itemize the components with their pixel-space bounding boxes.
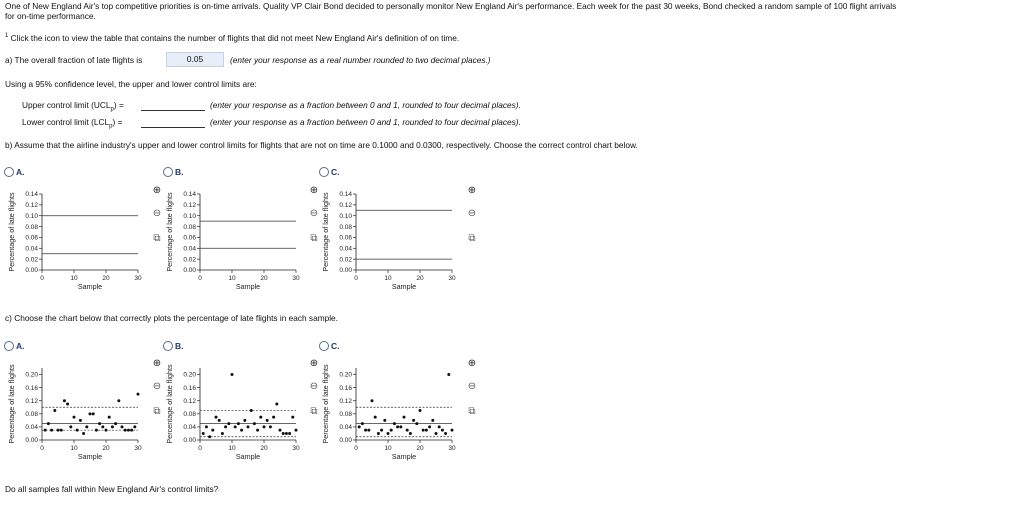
data-point bbox=[211, 429, 214, 432]
y-tick-label: 0.02 bbox=[339, 256, 352, 264]
data-point bbox=[63, 399, 66, 402]
radio-b-c[interactable] bbox=[319, 167, 329, 177]
radio-c-b[interactable] bbox=[163, 341, 173, 351]
y-tick-label: 0.12 bbox=[25, 202, 38, 210]
data-point bbox=[387, 432, 390, 435]
y-tick-label: 0.12 bbox=[339, 397, 352, 405]
intro-line-2: for on-time performance. bbox=[5, 11, 96, 21]
y-tick-label: 0.20 bbox=[183, 371, 196, 379]
data-point bbox=[114, 422, 117, 425]
late-fraction-input[interactable]: 0.05 bbox=[166, 52, 224, 67]
y-axis-title: Percentage of late flights bbox=[165, 192, 174, 272]
data-point bbox=[269, 425, 272, 428]
y-tick-label: 0.04 bbox=[25, 245, 38, 253]
ucl-eq: ) = bbox=[113, 100, 124, 110]
x-axis-title: Sample bbox=[77, 452, 103, 461]
x-tick-label: 30 bbox=[292, 275, 300, 282]
x-axis-title: Sample bbox=[235, 452, 261, 461]
zoom-in-icon[interactable]: ⊕ bbox=[467, 185, 477, 196]
x-tick-label: 0 bbox=[198, 445, 202, 452]
data-point bbox=[380, 429, 383, 432]
y-axis-title: Percentage of late flights bbox=[321, 364, 330, 444]
zoom-out-icon[interactable]: ⊖ bbox=[152, 381, 162, 392]
y-tick-label: 0.08 bbox=[25, 411, 38, 419]
data-point bbox=[76, 429, 79, 432]
x-tick-label: 20 bbox=[102, 275, 110, 282]
x-tick-label: 0 bbox=[198, 275, 202, 282]
confidence-text: Using a 95% confidence level, the upper and lower control limits are: bbox=[5, 79, 257, 89]
data-point bbox=[208, 435, 211, 438]
data-point bbox=[415, 422, 418, 425]
footnote-link[interactable]: Click the icon to view the table that contains the number of flights that did not meet New England Air's definition of on time. bbox=[10, 32, 460, 43]
y-tick-label: 0.14 bbox=[183, 191, 196, 199]
x-tick-label: 20 bbox=[416, 445, 424, 452]
x-tick-label: 0 bbox=[40, 275, 44, 282]
data-point bbox=[451, 429, 454, 432]
data-point bbox=[224, 425, 227, 428]
data-point bbox=[422, 429, 425, 432]
popout-icon[interactable]: ⧉ bbox=[468, 406, 476, 417]
data-point bbox=[425, 429, 428, 432]
data-point bbox=[279, 429, 282, 432]
y-tick-label: 0.04 bbox=[183, 424, 196, 432]
zoom-out-icon[interactable]: ⊖ bbox=[467, 381, 477, 392]
data-point bbox=[403, 416, 406, 419]
data-point bbox=[218, 419, 221, 422]
data-point bbox=[240, 429, 243, 432]
ucl-label-text: Upper control limit (UCL bbox=[22, 100, 111, 110]
option-b-b-label: B. bbox=[175, 167, 184, 177]
data-point bbox=[447, 373, 450, 376]
data-point bbox=[57, 429, 60, 432]
scatter-chart-c-a bbox=[0, 356, 150, 474]
data-point bbox=[50, 429, 53, 432]
control-chart-b-c bbox=[314, 182, 464, 302]
part-a-hint: (enter your response as a real number rounded to two decimal places.) bbox=[230, 55, 491, 65]
data-point bbox=[259, 416, 262, 419]
data-point bbox=[438, 425, 441, 428]
y-tick-label: 0.04 bbox=[339, 424, 352, 432]
data-point bbox=[121, 425, 124, 428]
data-point bbox=[234, 425, 237, 428]
x-tick-label: 20 bbox=[260, 275, 268, 282]
data-point bbox=[371, 399, 374, 402]
option-c-b-label: B. bbox=[175, 341, 184, 351]
data-point bbox=[393, 422, 396, 425]
data-point bbox=[396, 425, 399, 428]
data-point bbox=[95, 429, 98, 432]
data-point bbox=[390, 429, 393, 432]
y-tick-label: 0.08 bbox=[339, 411, 352, 419]
data-point bbox=[295, 429, 298, 432]
data-point bbox=[117, 399, 120, 402]
y-tick-label: 0.12 bbox=[183, 397, 196, 405]
data-point bbox=[272, 416, 275, 419]
data-point bbox=[358, 425, 361, 428]
y-tick-label: 0.12 bbox=[25, 397, 38, 405]
ucl-sub: p bbox=[110, 106, 114, 113]
data-point bbox=[237, 422, 240, 425]
ucl-hint: (enter your response as a fraction between 0 and 1, rounded to four decimal places). bbox=[210, 100, 521, 110]
data-point bbox=[367, 429, 370, 432]
y-tick-label: 0.00 bbox=[339, 437, 352, 445]
zoom-out-icon[interactable]: ⊖ bbox=[309, 208, 319, 219]
popout-icon[interactable]: ⧉ bbox=[153, 406, 161, 417]
data-point bbox=[374, 416, 377, 419]
radio-b-a[interactable] bbox=[4, 167, 14, 177]
data-point bbox=[275, 403, 278, 406]
y-tick-label: 0.04 bbox=[25, 424, 38, 432]
lcl-hint: (enter your response as a fraction between 0 and 1, rounded to four decimal places). bbox=[210, 117, 521, 127]
x-tick-label: 30 bbox=[134, 275, 142, 282]
data-point bbox=[419, 409, 422, 412]
data-point bbox=[288, 432, 291, 435]
control-chart-b-a bbox=[0, 182, 150, 302]
y-tick-label: 0.16 bbox=[25, 384, 38, 392]
y-tick-label: 0.14 bbox=[339, 191, 352, 199]
data-point bbox=[89, 412, 92, 415]
y-tick-label: 0.12 bbox=[183, 202, 196, 210]
data-point bbox=[69, 425, 72, 428]
intro-line-1: One of New England Air's top competitive priorities is on-time arrivals. Quality VP Clair Bond decided to personally monitor New England Air's performance. Each week for the past 30 weeks, Bond checked a random sample of 100 flight arrivals bbox=[5, 1, 897, 11]
x-tick-label: 10 bbox=[70, 445, 78, 452]
radio-c-a[interactable] bbox=[4, 341, 14, 351]
option-c-c-label: C. bbox=[331, 341, 340, 351]
data-point bbox=[105, 429, 108, 432]
data-point bbox=[92, 412, 95, 415]
data-point bbox=[444, 432, 447, 435]
zoom-out-icon[interactable]: ⊖ bbox=[467, 208, 477, 219]
data-point bbox=[247, 425, 250, 428]
data-point bbox=[409, 432, 412, 435]
x-tick-label: 20 bbox=[416, 275, 424, 282]
data-point bbox=[231, 373, 234, 376]
y-tick-label: 0.08 bbox=[183, 223, 196, 231]
zoom-in-icon[interactable]: ⊕ bbox=[309, 185, 319, 196]
y-tick-label: 0.08 bbox=[339, 223, 352, 231]
x-tick-label: 0 bbox=[354, 445, 358, 452]
part-d-prompt: Do all samples fall within New England Air's control limits? bbox=[5, 484, 219, 494]
y-tick-label: 0.00 bbox=[339, 267, 352, 275]
data-point bbox=[124, 429, 127, 432]
data-point bbox=[108, 416, 111, 419]
data-point bbox=[215, 416, 218, 419]
data-point bbox=[130, 429, 133, 432]
zoom-out-icon[interactable]: ⊖ bbox=[309, 381, 319, 392]
data-point bbox=[137, 393, 140, 396]
data-point bbox=[133, 425, 136, 428]
data-point bbox=[227, 422, 230, 425]
y-tick-label: 0.06 bbox=[183, 234, 196, 242]
control-chart-b-b bbox=[158, 182, 308, 302]
x-tick-label: 30 bbox=[448, 275, 456, 282]
data-point bbox=[256, 429, 259, 432]
data-point bbox=[428, 425, 431, 428]
y-axis-title: Percentage of late flights bbox=[7, 364, 16, 444]
data-point bbox=[82, 432, 85, 435]
data-point bbox=[377, 432, 380, 435]
y-tick-label: 0.00 bbox=[25, 267, 38, 275]
lcl-eq: ) = bbox=[112, 117, 123, 127]
data-point bbox=[399, 425, 402, 428]
x-tick-label: 10 bbox=[384, 275, 392, 282]
y-tick-label: 0.00 bbox=[183, 437, 196, 445]
data-point bbox=[406, 429, 409, 432]
data-point bbox=[111, 425, 114, 428]
footnote-marker: 1 bbox=[5, 33, 9, 39]
y-tick-label: 0.20 bbox=[25, 371, 38, 379]
data-point bbox=[263, 425, 266, 428]
zoom-in-icon[interactable]: ⊕ bbox=[467, 358, 477, 369]
y-tick-label: 0.16 bbox=[183, 384, 196, 392]
y-tick-label: 0.04 bbox=[183, 245, 196, 253]
lcl-label-text: Lower control limit (LCL bbox=[22, 117, 110, 127]
y-tick-label: 0.04 bbox=[339, 245, 352, 253]
data-point bbox=[253, 422, 256, 425]
data-point bbox=[205, 425, 208, 428]
ucl-input[interactable] bbox=[141, 101, 205, 111]
x-tick-label: 10 bbox=[228, 275, 236, 282]
popout-icon[interactable]: ⧉ bbox=[310, 233, 318, 244]
x-tick-label: 30 bbox=[134, 445, 142, 452]
popout-icon[interactable]: ⧉ bbox=[153, 233, 161, 244]
popout-icon[interactable]: ⧉ bbox=[468, 233, 476, 244]
x-axis-title: Sample bbox=[391, 452, 417, 461]
data-point bbox=[47, 422, 50, 425]
y-axis-title: Percentage of late flights bbox=[7, 192, 16, 272]
x-axis-title: Sample bbox=[77, 282, 103, 291]
y-tick-label: 0.12 bbox=[339, 202, 352, 210]
data-point bbox=[250, 409, 253, 412]
option-c-a-label: A. bbox=[16, 341, 25, 351]
data-point bbox=[127, 429, 130, 432]
x-tick-label: 10 bbox=[70, 275, 78, 282]
y-tick-label: 0.08 bbox=[183, 411, 196, 419]
y-tick-label: 0.14 bbox=[25, 191, 38, 199]
data-point bbox=[101, 425, 104, 428]
data-point bbox=[412, 419, 415, 422]
scatter-chart-c-c bbox=[314, 356, 464, 474]
y-tick-label: 0.02 bbox=[183, 256, 196, 264]
data-point bbox=[266, 419, 269, 422]
x-tick-label: 0 bbox=[354, 275, 358, 282]
y-tick-label: 0.10 bbox=[339, 212, 352, 220]
data-point bbox=[98, 422, 101, 425]
y-tick-label: 0.02 bbox=[25, 256, 38, 264]
footnote bbox=[5, 33, 459, 42]
data-point bbox=[60, 429, 63, 432]
y-tick-label: 0.10 bbox=[183, 212, 196, 220]
scatter-chart-c-b bbox=[158, 356, 308, 474]
radio-c-c[interactable] bbox=[319, 341, 329, 351]
data-point bbox=[291, 416, 294, 419]
y-axis-title: Percentage of late flights bbox=[165, 364, 174, 444]
data-point bbox=[282, 432, 285, 435]
data-point bbox=[53, 409, 56, 412]
data-point bbox=[79, 419, 82, 422]
data-point bbox=[85, 425, 88, 428]
zoom-out-icon[interactable]: ⊖ bbox=[152, 208, 162, 219]
data-point bbox=[202, 432, 205, 435]
data-point bbox=[221, 432, 224, 435]
x-tick-label: 30 bbox=[292, 445, 300, 452]
data-point bbox=[441, 429, 444, 432]
data-point bbox=[431, 419, 434, 422]
data-point bbox=[66, 403, 69, 406]
y-tick-label: 0.20 bbox=[339, 371, 352, 379]
part-a-prompt: a) The overall fraction of late flights is bbox=[5, 55, 143, 65]
data-point bbox=[361, 422, 364, 425]
y-tick-label: 0.00 bbox=[183, 267, 196, 275]
x-tick-label: 30 bbox=[448, 445, 456, 452]
zoom-in-icon[interactable]: ⊕ bbox=[152, 358, 162, 369]
option-b-a-label: A. bbox=[16, 167, 25, 177]
y-tick-label: 0.08 bbox=[25, 223, 38, 231]
y-tick-label: 0.06 bbox=[25, 234, 38, 242]
data-point bbox=[243, 419, 246, 422]
y-axis-title: Percentage of late flights bbox=[321, 192, 330, 272]
radio-b-b[interactable] bbox=[163, 167, 173, 177]
x-tick-label: 0 bbox=[40, 445, 44, 452]
part-c-prompt: c) Choose the chart below that correctly plots the percentage of late flights in each sample. bbox=[5, 313, 338, 323]
data-point bbox=[435, 432, 438, 435]
data-point bbox=[73, 416, 76, 419]
data-point bbox=[383, 419, 386, 422]
data-point bbox=[364, 429, 367, 432]
x-axis-title: Sample bbox=[391, 282, 417, 291]
x-tick-label: 20 bbox=[260, 445, 268, 452]
x-tick-label: 10 bbox=[228, 445, 236, 452]
x-axis-title: Sample bbox=[235, 282, 261, 291]
zoom-in-icon[interactable]: ⊕ bbox=[152, 185, 162, 196]
lcl-label bbox=[22, 118, 122, 130]
lcl-sub: p bbox=[109, 123, 113, 130]
data-point bbox=[285, 432, 288, 435]
part-b-prompt: b) Assume that the airline industry's upper and lower control limits for flights that are not on time are 0.1000 and 0.0300, respectively. Choose the correct control chart below. bbox=[5, 140, 638, 150]
option-b-c-label: C. bbox=[331, 167, 340, 177]
zoom-in-icon[interactable]: ⊕ bbox=[309, 358, 319, 369]
y-tick-label: 0.06 bbox=[339, 234, 352, 242]
x-tick-label: 20 bbox=[102, 445, 110, 452]
lcl-input[interactable] bbox=[141, 118, 205, 128]
x-tick-label: 10 bbox=[384, 445, 392, 452]
data-point bbox=[44, 429, 47, 432]
popout-icon[interactable]: ⧉ bbox=[310, 406, 318, 417]
ucl-label bbox=[22, 101, 124, 113]
y-tick-label: 0.10 bbox=[25, 212, 38, 220]
y-tick-label: 0.00 bbox=[25, 437, 38, 445]
y-tick-label: 0.16 bbox=[339, 384, 352, 392]
